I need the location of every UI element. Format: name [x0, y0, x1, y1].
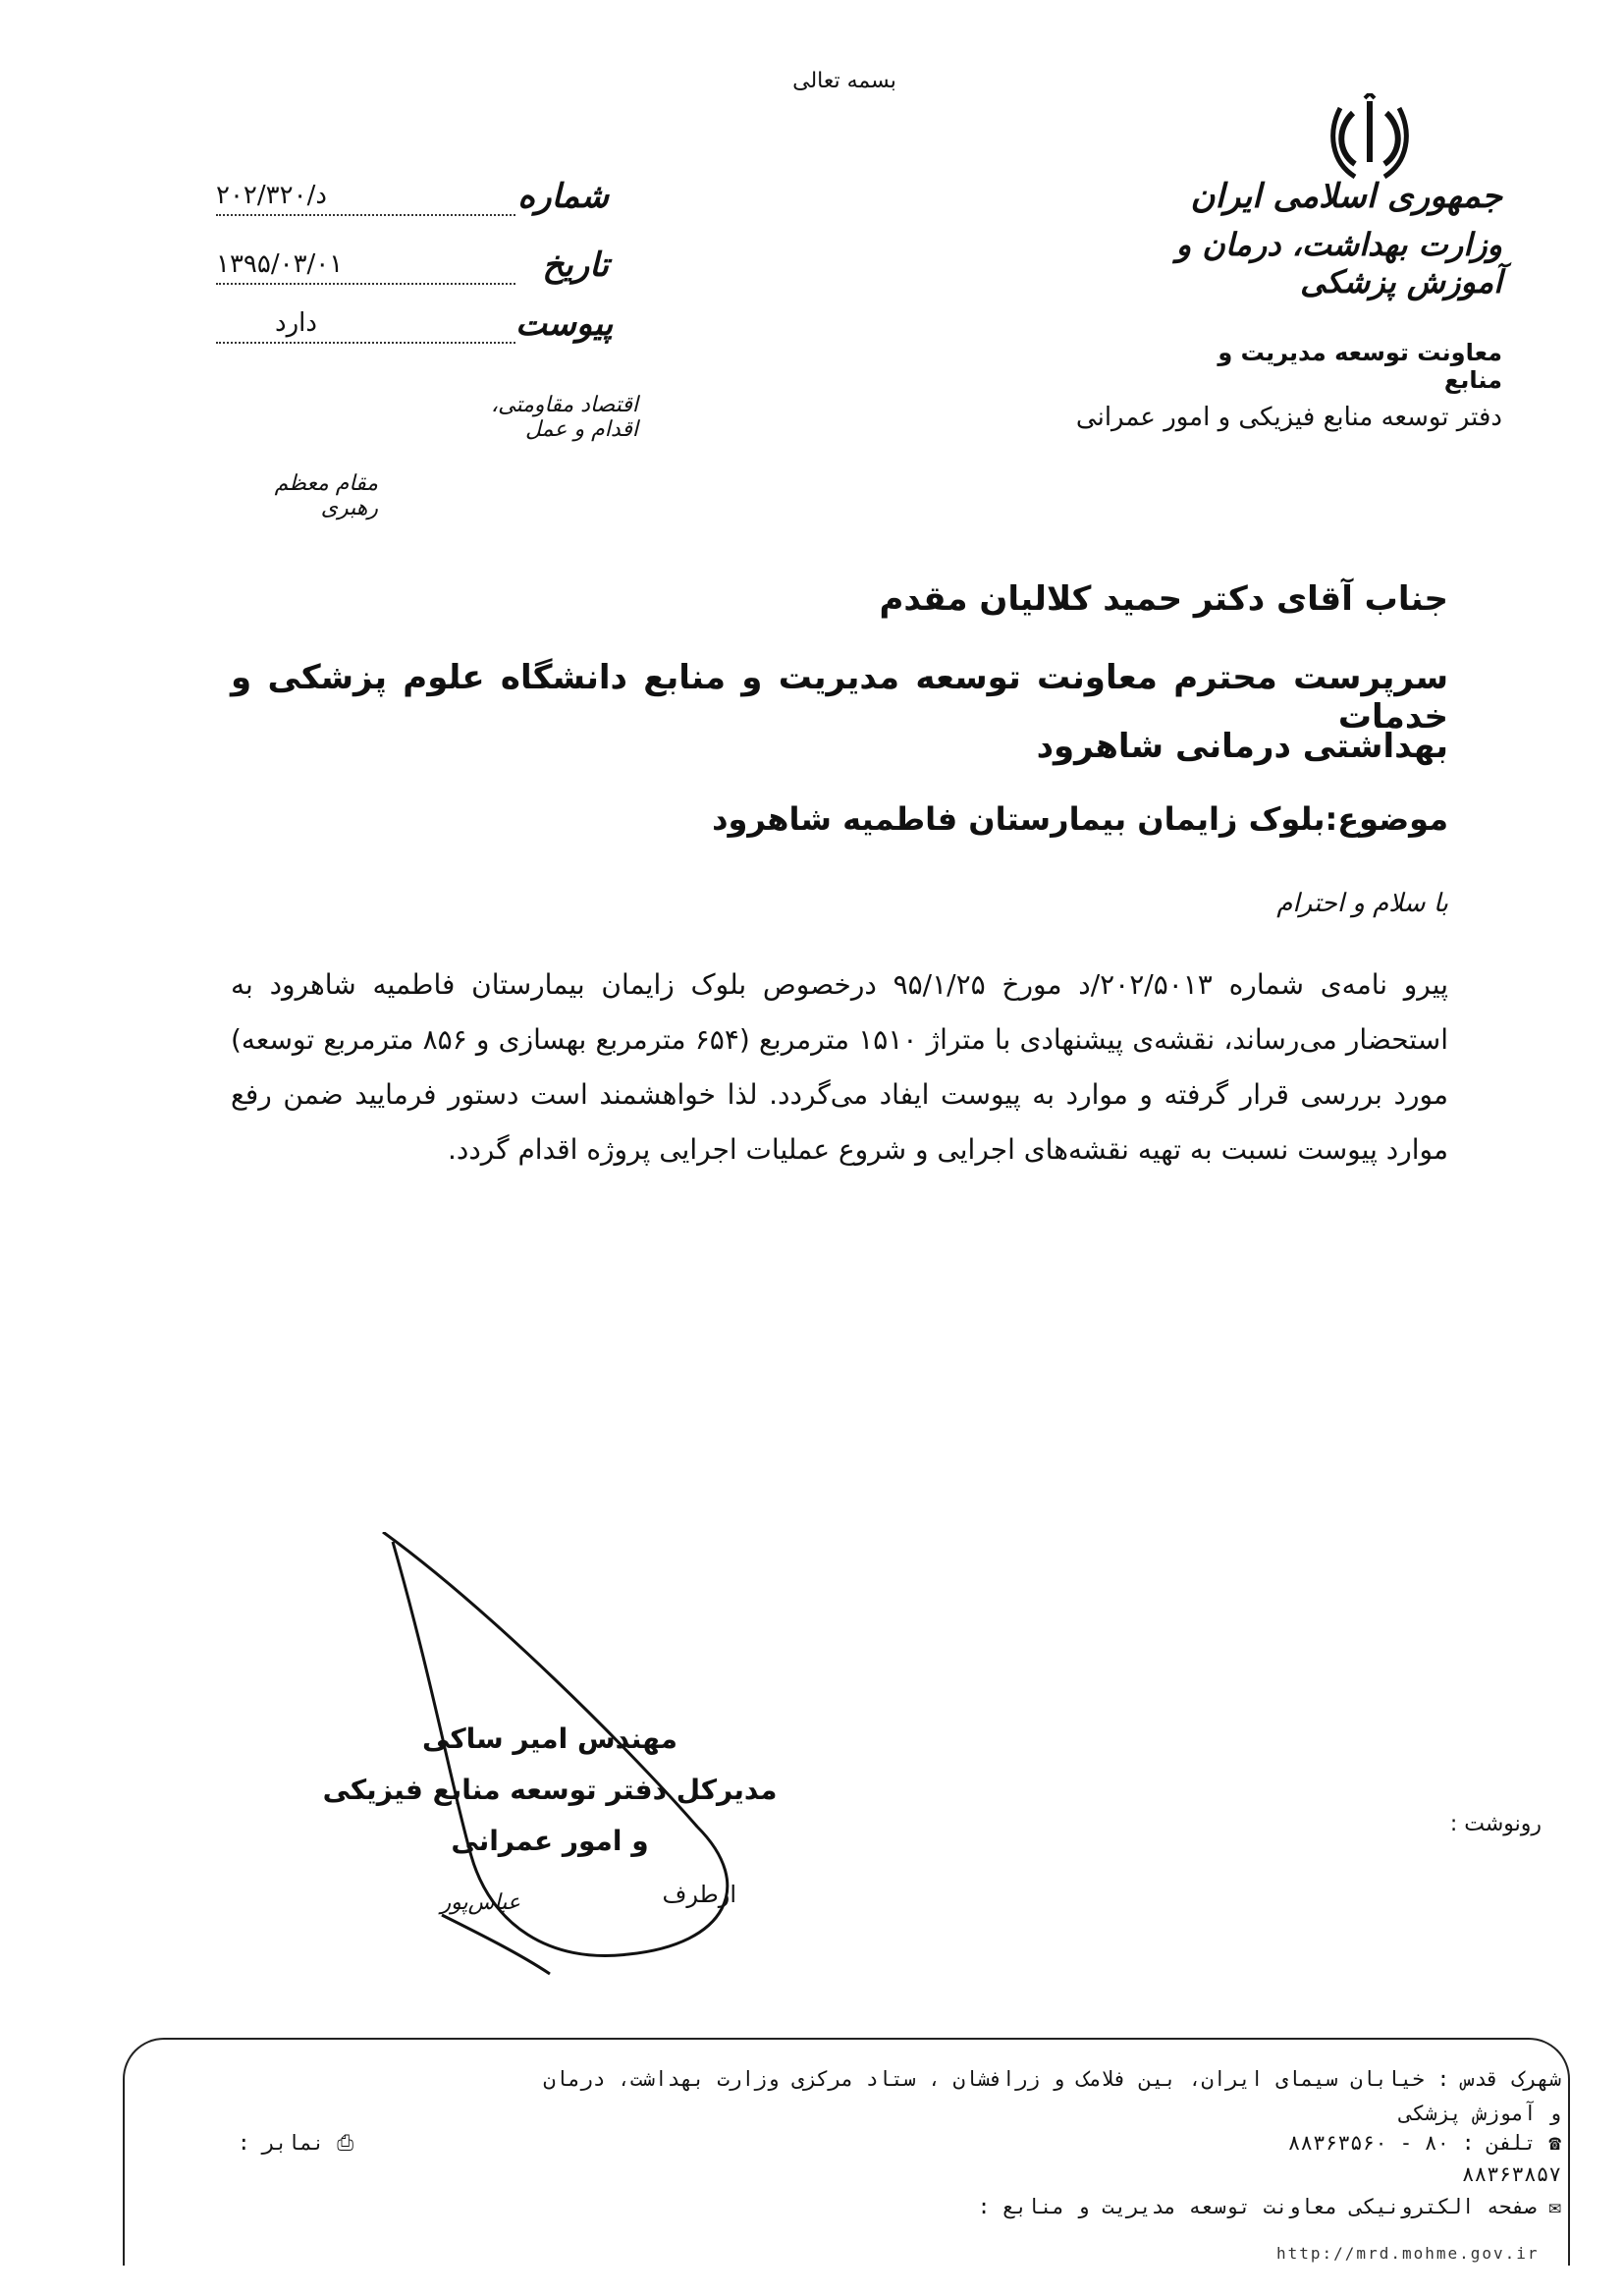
cc-label: رونوشت : — [1449, 1812, 1542, 1836]
on-behalf-label: ازطرف — [662, 1881, 736, 1908]
printer-icon: ⎙ — [337, 2131, 353, 2155]
addressee-line-1: جناب آقای دکتر حمید کلالیان مقدم — [879, 579, 1448, 619]
signer-title-2: و امور عمرانی — [451, 1825, 649, 1857]
slogan-attribution: مقام معظم رهبری — [274, 471, 378, 520]
letter-body: پیرو نامه‌ی شماره ۲۰۲/۵۰۱۳/د مورخ ۹۵/۱/۲۵ درخصوص بلوک زایمان بیمارستان فاطمیه شاهرود به استحضار می‌رساند، نقشه‌ی پیشنهادی با متراژ ۱۵۱۰ مترمربع (۶۵۴ مترمربع بهسازی و ۸۵۶ مترمربع توسعه) مورد بررسی قرار گرفته و موارد به پیوست ایفاد می‌گردد. لذا خواهشمند است دستور فرمایید ضمن رفع موارد پیوست نسبت به تهیه نقشه‌های اجرایی و شروع عملیات اجرایی پروژه اقدام گردد. — [231, 968, 1448, 1166]
date-label: تاریخ — [542, 246, 609, 285]
meta-attachment-row — [216, 304, 614, 344]
ministry-line-2: وزارت بهداشت، درمان و آموزش پزشکی — [1175, 226, 1502, 301]
number-value: د/۲۰۲/۳۲۰ — [216, 181, 515, 216]
date-value: ۱۳۹۵/۰۳/۰۱ — [216, 249, 515, 285]
ministry-line-3: معاونت توسعه مدیریت و منابع — [1218, 339, 1502, 394]
envelope-icon: ✉ — [1548, 2195, 1561, 2218]
footer-fax-label: نمابر : — [238, 2131, 325, 2155]
slogan-note: اقتصاد مقاومتی، اقدام و عمل — [491, 393, 638, 442]
office-name: دفتر توسعه منابع فیزیکی و امور عمرانی — [1075, 403, 1502, 432]
ministry-line-1: جمهوری اسلامی ایران — [1190, 177, 1502, 216]
footer-fax: ۸۸۳۶۳۸۵۷ — [1461, 2162, 1561, 2186]
bismillah: بسمه تعالی — [792, 69, 896, 93]
signer-title-1: مدیرکل دفتر توسعه منابع فیزیکی — [322, 1774, 778, 1806]
footer-fax-row — [187, 2131, 353, 2156]
signer-name: مهندس امیر ساکی — [422, 1722, 677, 1755]
attachment-label: پیوست — [515, 304, 614, 344]
footer-url[interactable]: http://mrd.mohme.gov.ir — [1276, 2244, 1540, 2263]
subject-line: موضوع:بلوک زایمان بیمارستان فاطمیه شاهرود — [712, 800, 1448, 838]
footer-email-label: صفحه الکترونیکی معاونت توسعه مدیریت و منابع : — [977, 2195, 1537, 2218]
addressee-line-3: بهداشتی درمانی شاهرود — [1036, 727, 1448, 766]
attachment-value: دارد — [216, 308, 515, 344]
footer-address-cont: و آموزش پزشکی — [1399, 2102, 1561, 2125]
telephone-icon: ☎ — [1548, 2131, 1561, 2155]
footer-email-row — [727, 2195, 1561, 2218]
meta-number-row — [216, 177, 609, 216]
footer-address: شهرک قدس : خیابان سیمای ایران، بین فلامک و زرافشان ، ستاد مرکزی وزارت بهداشت، درمان — [543, 2067, 1561, 2091]
footer-phone-row — [1119, 2131, 1561, 2155]
meta-date-row — [216, 246, 609, 285]
iran-emblem-icon — [1326, 93, 1414, 187]
footer-phone: تلفن : ۸۰ - ۸۸۳۶۳۵۶۰ — [1287, 2131, 1537, 2155]
greeting: با سلام و احترام — [1276, 889, 1448, 918]
handwritten-name: عباس‌پور — [440, 1890, 520, 1915]
addressee-line-2: سرپرست محترم معاونت توسعه مدیریت و منابع دانشگاه علوم پزشکی و خدمات — [231, 658, 1448, 737]
number-label: شماره — [517, 177, 609, 216]
signature-block — [314, 1714, 785, 1867]
